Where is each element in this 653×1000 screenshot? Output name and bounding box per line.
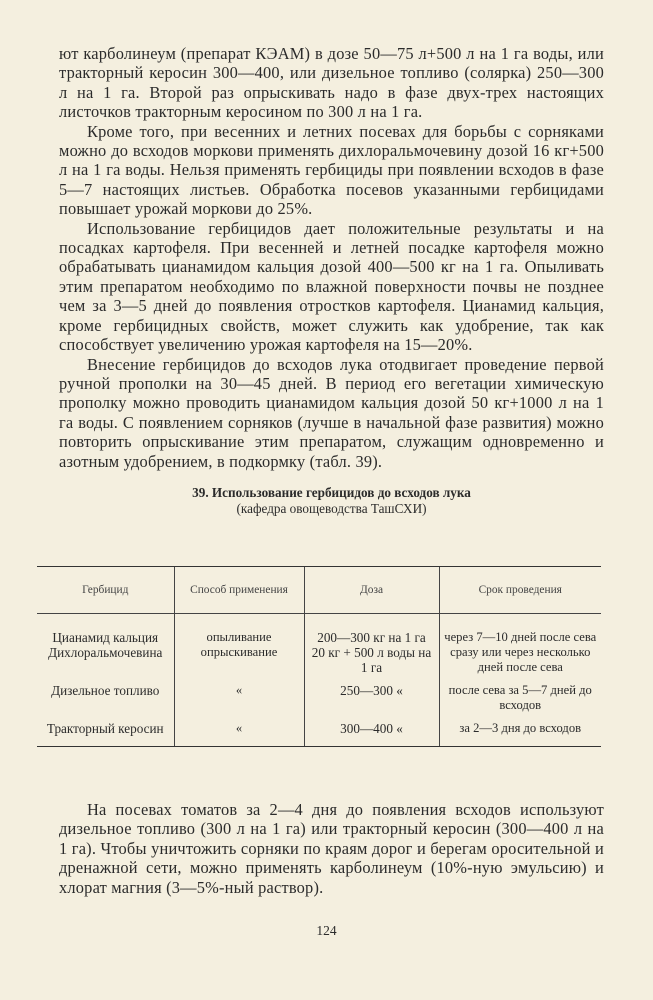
paragraph-tomato: На посевах томатов за 2—4 дня до появления всходов используют дизельное топливо (300 л на 1 га) или тракторный керосин (300—400 л на 1 га). Чтобы уничтожить сорняки по краям дорог и берегам оросительной и дренажной сети, можно применять карболинеум (10%-ную эмульсию) и хлорат магния (3—5%-ный раствор). [59, 800, 604, 897]
paragraph-continued: ют карболинеум (препарат КЭАМ) в дозе 50—75 л+500 л на 1 га воды, или тракторный керосин 300—400, или дизельное топливо (солярка) 250—300 л на 1 га. Второй раз опрыскивать надо в фазе двух-трех настоящих листочков тракторным керосином по 300 л на 1 га. [59, 44, 604, 122]
table-title: 39. Использование гербицидов до всходов лука [192, 484, 471, 500]
cell-herbicide: Дизельное топливо [51, 683, 160, 698]
table-row [37, 645, 601, 675]
cell-method: « [174, 713, 304, 747]
table-row [37, 713, 601, 747]
table-subtitle: (кафедра овощеводства ТашСХИ) [236, 500, 427, 516]
header-herbicide: Гербицид [37, 567, 174, 614]
header-timing: Срок проведения [439, 567, 601, 614]
paragraph-potato: Использование гербицидов дает положительные результаты и на посадках картофеля. При весенней и летней посадке картофеля можно обрабатывать цианамидом кальция дозой 400—500 кг на 1 га. Опыливать этим препаратом необходимо по влажной поверхности почвы не позднее чем за 3—5 дней до появления отростков картофеля. Цианамид кальция, кроме гербицидных свойств, может служить как удобрение, так как способствует увеличению урожая картофеля на 15—20%. [59, 218, 604, 355]
header-method: Способ применения [174, 567, 304, 614]
table-header-row [37, 567, 601, 614]
cell-herbicide: Дихлоральмочевина [48, 645, 163, 660]
cell-dose: 20 кг + 500 л воды на 1 га [304, 645, 439, 675]
table-row [37, 675, 601, 713]
main-text [59, 44, 604, 517]
cell-timing: сразу или через несколько дней после сева [439, 645, 601, 675]
cell-herbicide: Тракторный керосин [37, 713, 174, 747]
cell-timing: после сева за 5—7 дней до всходов [439, 675, 601, 713]
cell-method: опрыскивание [174, 645, 304, 675]
table-caption [59, 485, 604, 517]
cell-timing: через 7—10 дней после сева [439, 614, 601, 646]
cell-method: опыливание [174, 614, 304, 646]
bottom-text [59, 800, 604, 897]
cell-herbicide: Цианамид кальция [52, 630, 159, 645]
paragraph-carrot: Кроме того, при весенних и летних посевах для борьбы с сорняками можно до всходов моркови применять дихлоральмочевину дозой 16 кг+500 л на 1 га воды. Нельзя применять гербициды при появлении всходов в фазе 5—7 настоящих листьев. Обработка посевов указанными гербицидами повышает урожай моркови до 25%. [59, 121, 604, 219]
cell-dose: 250—300 « [304, 675, 439, 713]
page-number: 124 [316, 923, 337, 938]
paragraph-onion: Внесение гербицидов до всходов лука отодвигает проведение первой ручной прополки на 30—45 дней. В период его вегетации химическую прополку можно проводить цианамидом кальция дозой 50 кг+1000 л на 1 га воды. С появлением сорняков (лучше в начальной фазе развития) можно повторить опрыскивание этим препаратом, служащим одновременно и азотным удобрением, в подкормку (табл. 39). [59, 354, 604, 471]
cell-method: « [174, 675, 304, 713]
cell-timing: за 2—3 дня до всходов [439, 713, 601, 747]
table-row [37, 614, 601, 646]
cell-dose: 300—400 « [304, 713, 439, 747]
cell-dose: 200—300 кг на 1 га [304, 614, 439, 646]
header-dose: Доза [304, 567, 439, 614]
herbicide-table [37, 566, 601, 747]
